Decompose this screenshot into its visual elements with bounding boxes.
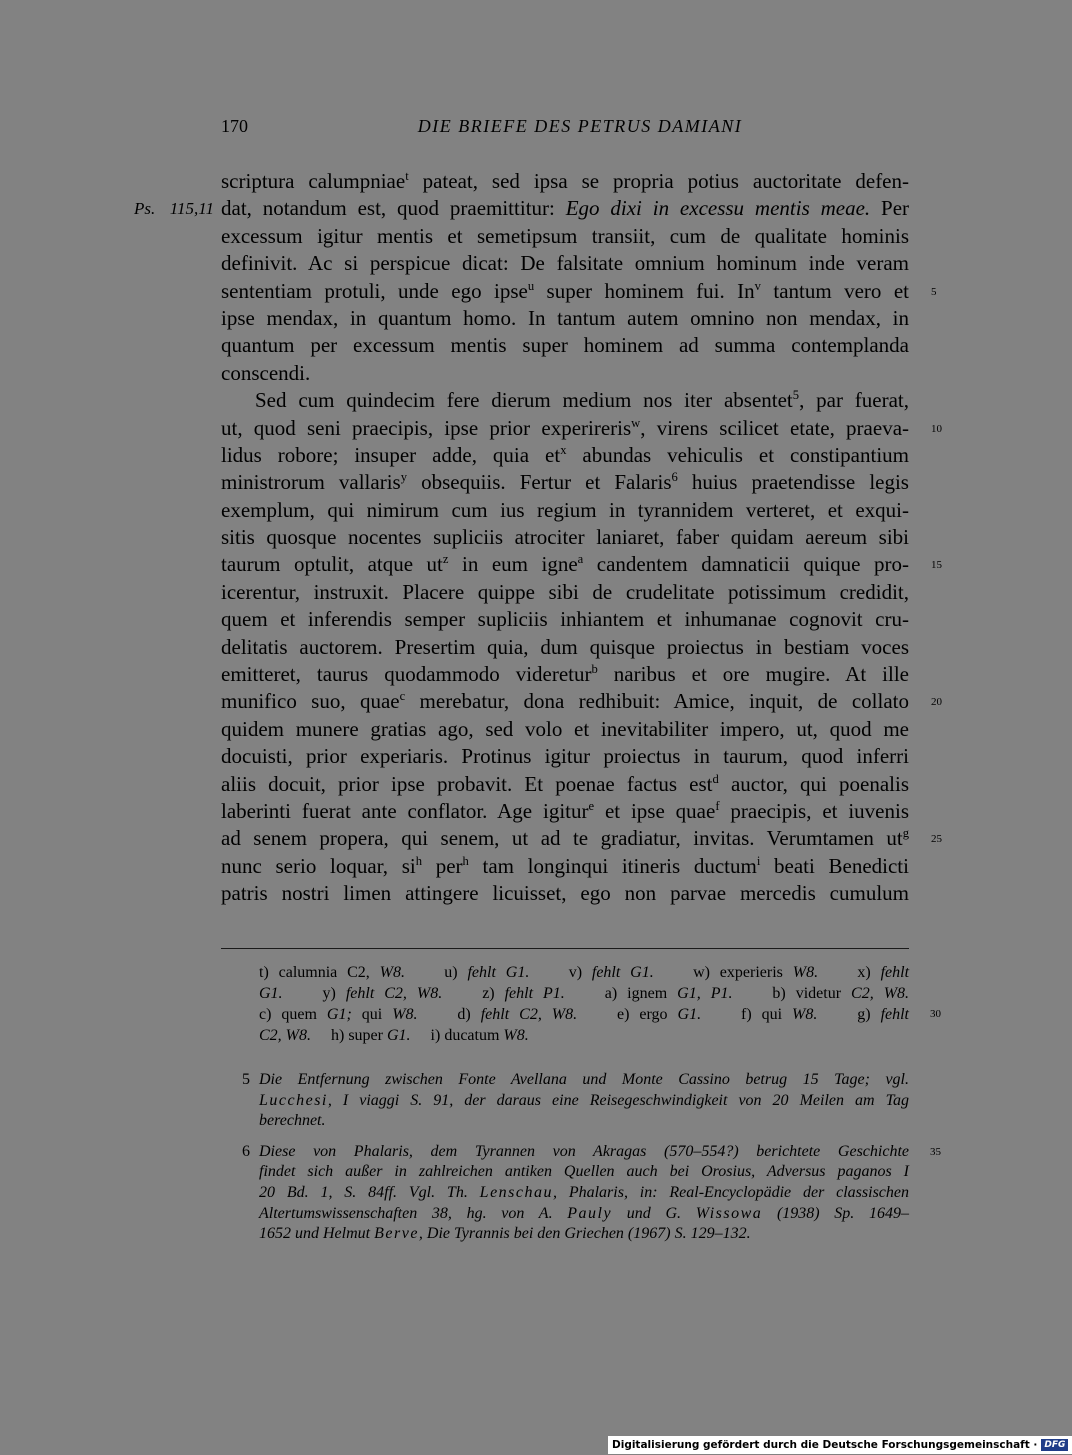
text-line: aliis docuit, prior ipse probavit. Et poenae factus est$^d$ auctor, qui poenalis	[221, 771, 909, 796]
text-line: nunc serio loquar, $si^h$ per$^h$ tam longinqui itineris ductum$^i$ beati Benedicti	[221, 853, 909, 878]
text-line: quantum per excessum mentis super hominem ad summa contemplanda	[221, 333, 909, 358]
text-line: ministrorum vallaris$^y$ obsequiis. Fertur et Falaris$^6$ huius praetendisse legis	[221, 470, 909, 495]
apparatus-line: C2, W8. h) super G1. i) ducatum W8.	[259, 1027, 529, 1044]
digitization-credit	[608, 1436, 1072, 1454]
text-line: exemplum, qui nimirum cum ius regium in tyrannidem verteret, et exqui-	[221, 497, 909, 522]
text-line: taurum optulit, atque $ut^z$ in eum igne$^a$ candentem damnaticii quique pro- 15	[221, 551, 909, 578]
text-line: Ps. 115,11 dat, notandum est, quod praemittitur: Ego dixi in excessu mentis meae. Per	[221, 195, 909, 222]
line-number: 25	[931, 833, 942, 846]
apparatus-line: c) quem G1; qui W8. d) fehlt C2, W8. e) ergo G1. f) qui W8. g) fehlt 30	[259, 1006, 941, 1023]
critical-apparatus	[259, 962, 941, 1046]
line-number: 5	[931, 285, 937, 298]
text-line: laberinti fuerat ante conflator. Age igitur$^e$ et ipse quae$^f$ praecipis, et iuvenis	[221, 798, 910, 823]
line-number: 30	[930, 1008, 941, 1020]
line-number: 35	[930, 1145, 941, 1158]
text-line: ipse mendax, in quantum homo. In tantum autem omnino non mendax, in	[221, 305, 909, 330]
text-line: definivit. Ac si perspicue dicat: De falsitate omnium hominum inde veram	[221, 251, 909, 276]
text-line: docuisti, prior experiaris. Protinus igitur proiectus in taurum, quod inferri	[221, 744, 909, 769]
footnote-line: findet sich außer in zahlreichen antiken Quellen auch bei Orosius, Adversus paganos I	[259, 1163, 909, 1181]
footnotes	[242, 1070, 941, 1245]
dfg-logo: DFG	[1041, 1439, 1068, 1451]
apparatus-line: t) calumnia C2, W8. u) fehlt G1. v) fehlt G1. w) experieris W8. x) fehlt	[259, 964, 910, 981]
footnote-line: 20 Bd. 1, S. 84ff. Vgl. Th. Lenschau, Phalaris, in: Real-Encyclopädie der classischen	[259, 1183, 910, 1201]
footnote-line: Altertumswissenschaften 38, hg. von A. Pauly und G. Wissowa (1938) Sp. 1649–	[259, 1204, 910, 1222]
footnote-line: berechnet.	[259, 1112, 326, 1130]
text-line: conscendi.	[221, 360, 311, 385]
footnote-line: 6 Diese von Phalaris, dem Tyrannen von Akragas (570–554?) berichtete Geschichte 35	[242, 1142, 909, 1163]
line-number: 15	[931, 559, 942, 572]
text-line: delitatis auctorem. Presertim quia, dum quisque proiectus in bestiam voces	[221, 634, 909, 659]
footnote-line: 5 Die Entfernung zwischen Fonte Avellana und Monte Cassino betrug 15 Tage; vgl.	[242, 1070, 909, 1091]
text-line: emitteret, taurus quodammodo videretur$^b$ naribus et ore mugire. At ille	[221, 662, 909, 687]
text-line: lidus robore; insuper adde, quia $et^x$ abundas vehiculis et constipantium	[221, 442, 909, 467]
text-line: icerentur, instruxit. Placere quippe sibi de crudelitate potissimum credidit,	[221, 579, 909, 604]
margin-reference: Ps. 115,11	[134, 199, 214, 219]
footnote-line: Lucchesi, I viaggi S. 91, der daraus eine Reisegeschwindigkeit von 20 Meilen am Tag	[259, 1091, 909, 1109]
credit-text: Digitalisierung gefördert durch die Deutsche Forschungsgemeinschaft ·	[612, 1439, 1038, 1451]
apparatus-line: G1. y) fehlt C2, W8. z) fehlt P1. a) ignem G1, P1. b) videtur C2, W8.	[259, 985, 910, 1002]
text-line: ad senem propera, qui senem, ut ad te gradiatur, invitas. Verumtamen $ut^g$ 25	[221, 825, 909, 852]
page-number: 170	[221, 116, 248, 136]
footnote-number: 6	[242, 1142, 250, 1160]
footnote-number: 5	[242, 1071, 250, 1088]
line-number: 20	[931, 696, 942, 709]
text-line: excessum igitur mentis et semetipsum transiit, cum de qualitate hominis	[221, 223, 909, 248]
line-number: 10	[931, 422, 942, 435]
text-line: scriptura calumpniae$^t$ pateat, sed ipsa se propria potius auctoritate defen-	[221, 169, 909, 193]
text-line: ut, quod seni praecipis, ipse prior experireris$^w$, virens scilicet etate, praeva- 10	[221, 415, 909, 442]
running-title: DIE BRIEFE DES PETRUS DAMIANI	[417, 116, 743, 136]
text-line: quidem munere gratias ago, sed volo et inevitabiliter impero, ut, quod me	[221, 716, 909, 741]
text-line: munifico suo, quae$^c$ merebatur, dona redhibuit: Amice, inquit, de collato 20	[221, 688, 909, 715]
running-header	[221, 116, 909, 142]
text-line: patris nostri limen attingere licuisset, ego non parvae mercedis cumulum	[221, 881, 909, 906]
text-line: Sed cum quindecim fere dierum medium nos iter absentet$^5$, par fuerat,	[255, 388, 909, 413]
footnote-divider	[221, 948, 909, 949]
text-line: sententiam protuli, unde ego ipse$^u$ super hominem fui. In$^v$ tantum vero et 5	[221, 278, 909, 305]
text-line: sitis quosque nocentes supliciis atrociter laniaret, faber quidam aereum sibi	[221, 525, 909, 550]
main-text	[134, 168, 942, 908]
footnote-line: 1652 und Helmut Berve, Die Tyrannis bei den Griechen (1967) S. 129–132.	[259, 1225, 751, 1243]
text-line: quem et inferendis semper supliciis inhiantem et inhumanae cognovit cru-	[221, 607, 909, 632]
